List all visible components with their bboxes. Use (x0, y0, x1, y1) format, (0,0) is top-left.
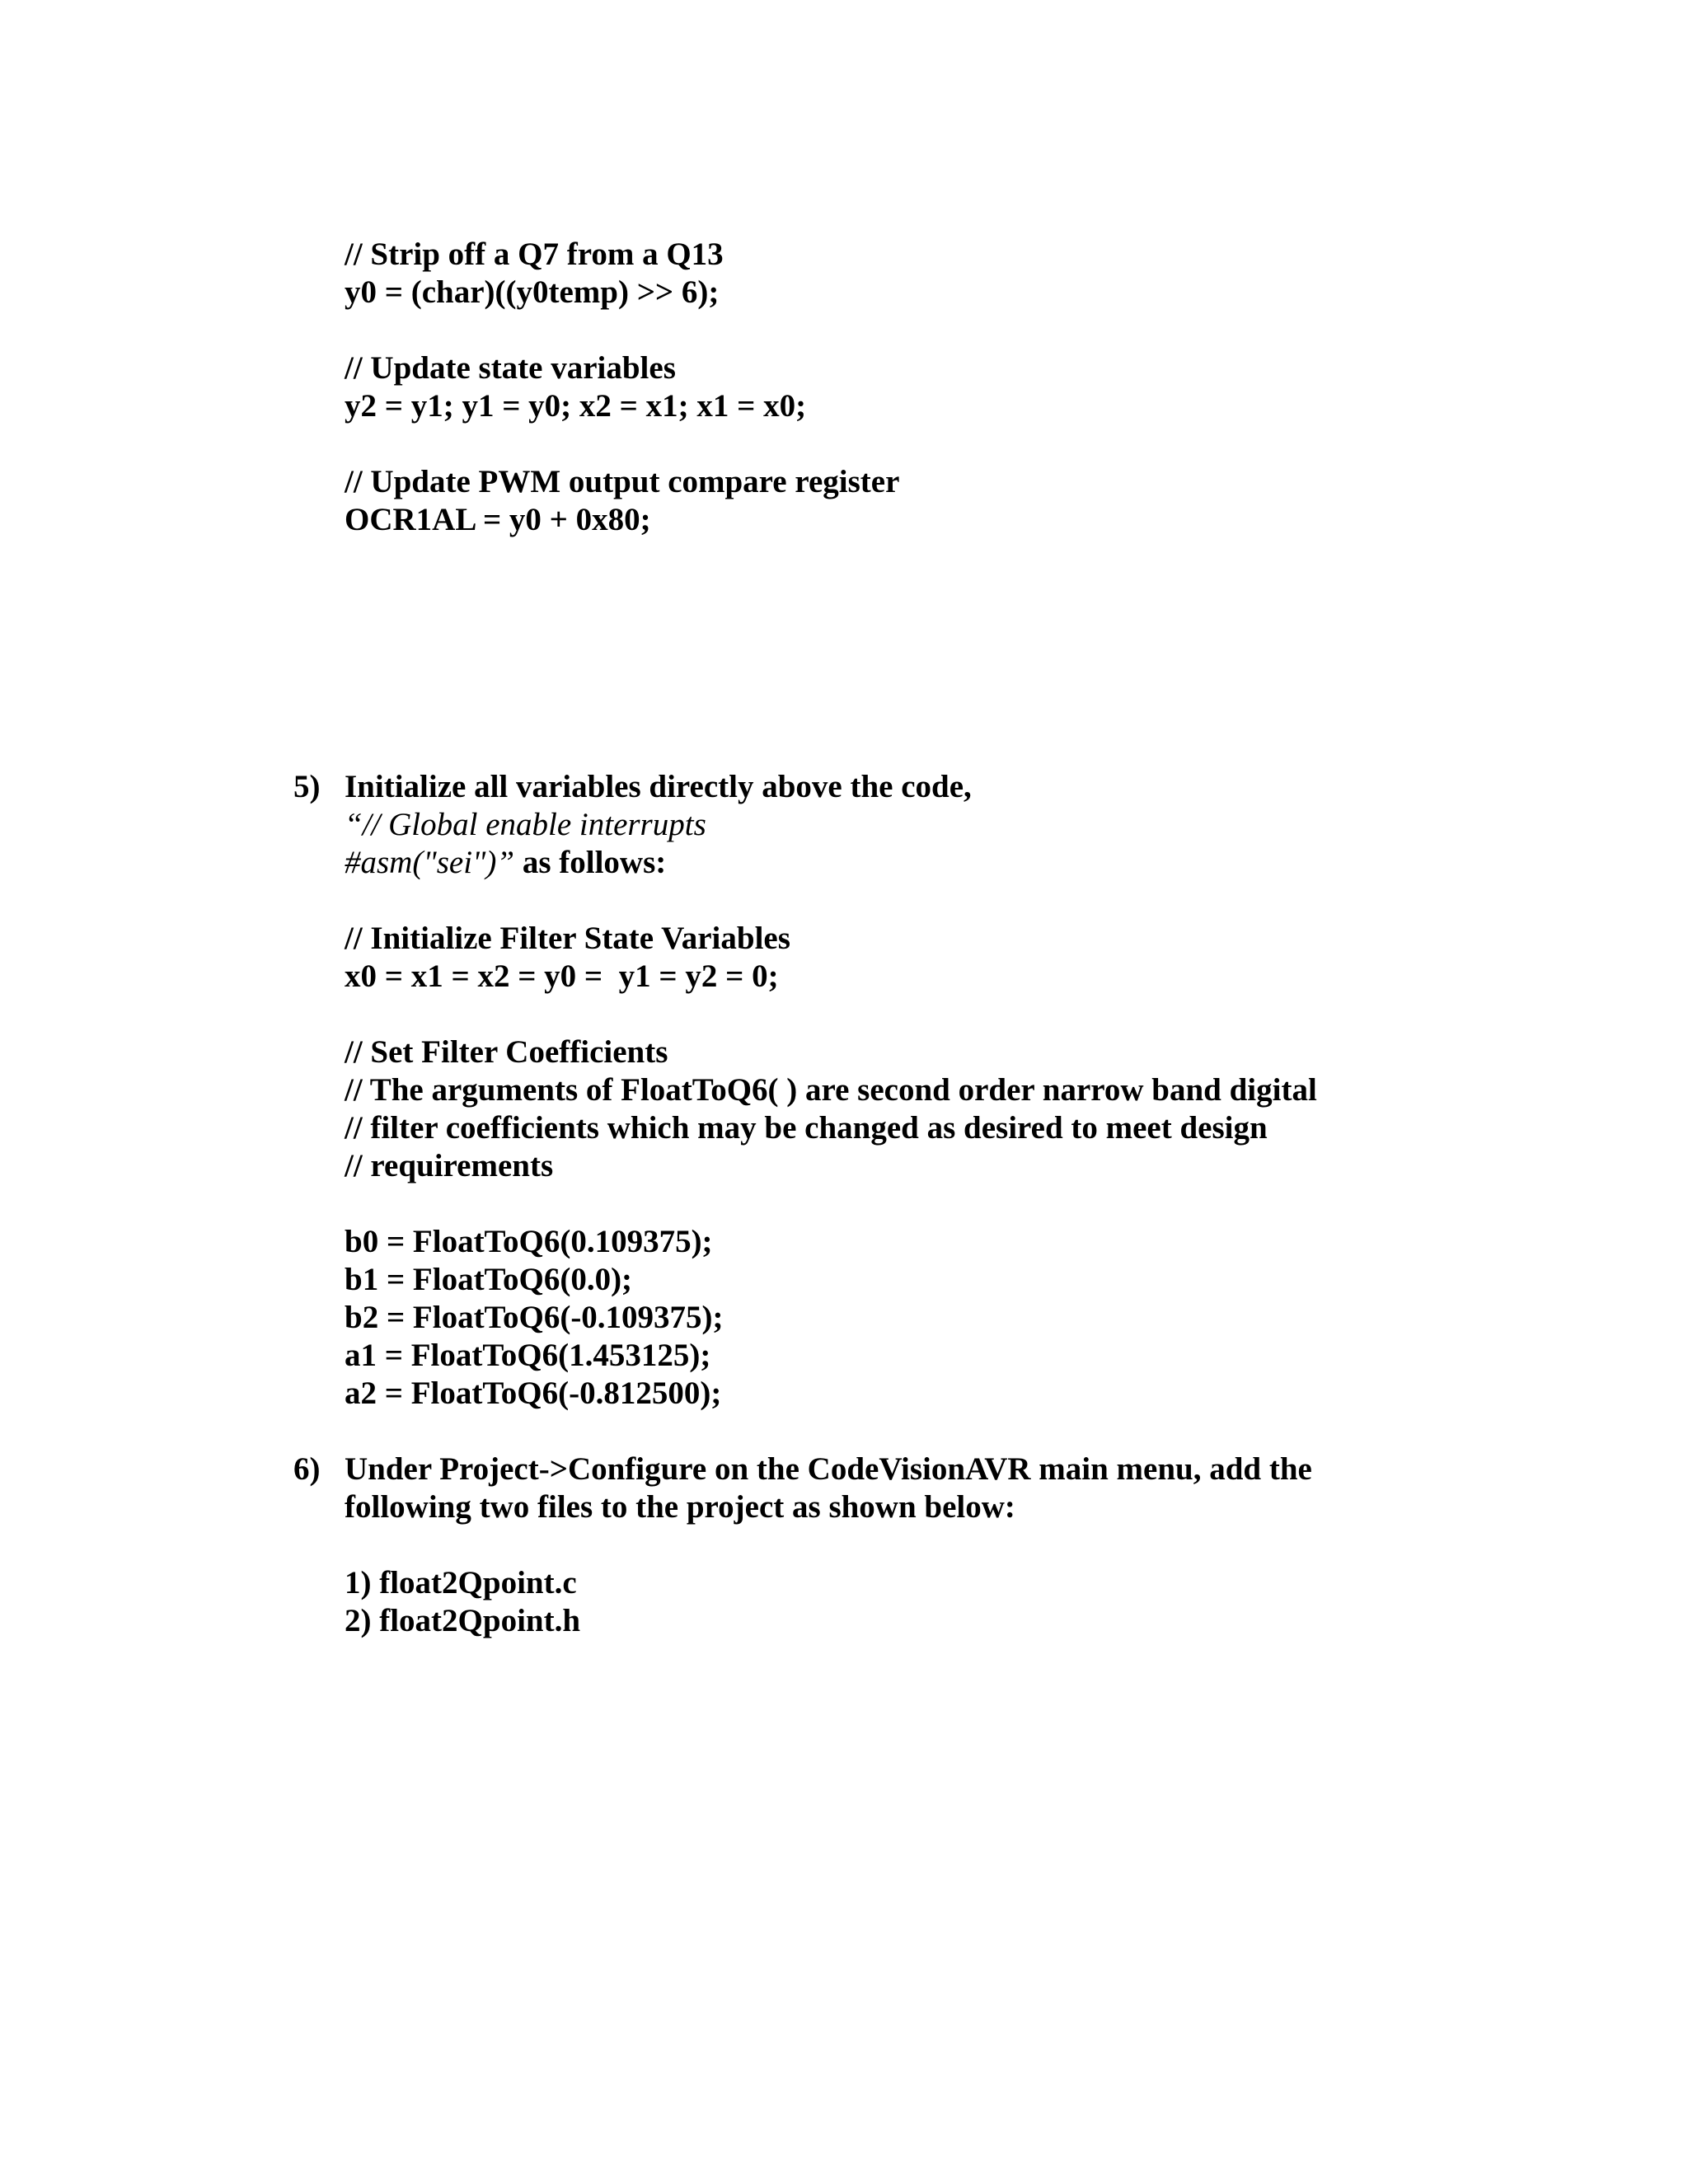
code-comment-args-1: // The arguments of FloatToQ6( ) are second order narrow band digital (345, 1072, 1317, 1108)
file-item-h: 2) float2Qpoint.h (345, 1603, 581, 1638)
code-comment-init-state: // Initialize Filter State Variables (345, 921, 790, 956)
code-comment-pwm: // Update PWM output compare register (345, 464, 900, 499)
step-6-number: 6) (293, 1451, 321, 1487)
code-comment-set-coeffs: // Set Filter Coefficients (345, 1034, 668, 1070)
code-line-a2: a2 = FloatToQ6(-0.812500); (345, 1376, 722, 1411)
step-5-quote-line-1: “// Global enable interrupts (345, 807, 706, 842)
code-line-b1: b1 = FloatToQ6(0.0); (345, 1262, 633, 1297)
code-comment-args-3: // requirements (345, 1148, 554, 1183)
code-comment-update-state: // Update state variables (345, 350, 676, 386)
code-line-state-update: y2 = y1; y1 = y0; x2 = x1; x1 = x0; (345, 388, 807, 424)
code-line-b2: b2 = FloatToQ6(-0.109375); (345, 1300, 724, 1335)
code-line-b0: b0 = FloatToQ6(0.109375); (345, 1224, 713, 1259)
step-5-quote-line-2 (345, 844, 666, 882)
step-5-number: 5) (293, 769, 321, 804)
code-line-y0: y0 = (char)((y0temp) >> 6); (345, 274, 720, 310)
step-5-quote-asm: #asm("sei")” (345, 845, 515, 880)
code-line-init-state: x0 = x1 = x2 = y0 = y1 = y2 = 0; (345, 958, 779, 994)
step-5-as-follows: as follows: (514, 845, 667, 880)
code-comment-args-2: // filter coefficients which may be changed as desired to meet design (345, 1110, 1268, 1146)
file-item-c: 1) float2Qpoint.c (345, 1565, 577, 1601)
code-line-ocr1al: OCR1AL = y0 + 0x80; (345, 502, 651, 537)
step-6-line-1: Under Project->Configure on the CodeVisionAVR main menu, add the (345, 1451, 1312, 1487)
code-line-a1: a1 = FloatToQ6(1.453125); (345, 1338, 711, 1373)
step-5-intro: Initialize all variables directly above the code, (345, 769, 972, 804)
code-comment-strip: // Strip off a Q7 from a Q13 (345, 237, 724, 272)
step-6-line-2: following two files to the project as shown below: (345, 1489, 1015, 1525)
